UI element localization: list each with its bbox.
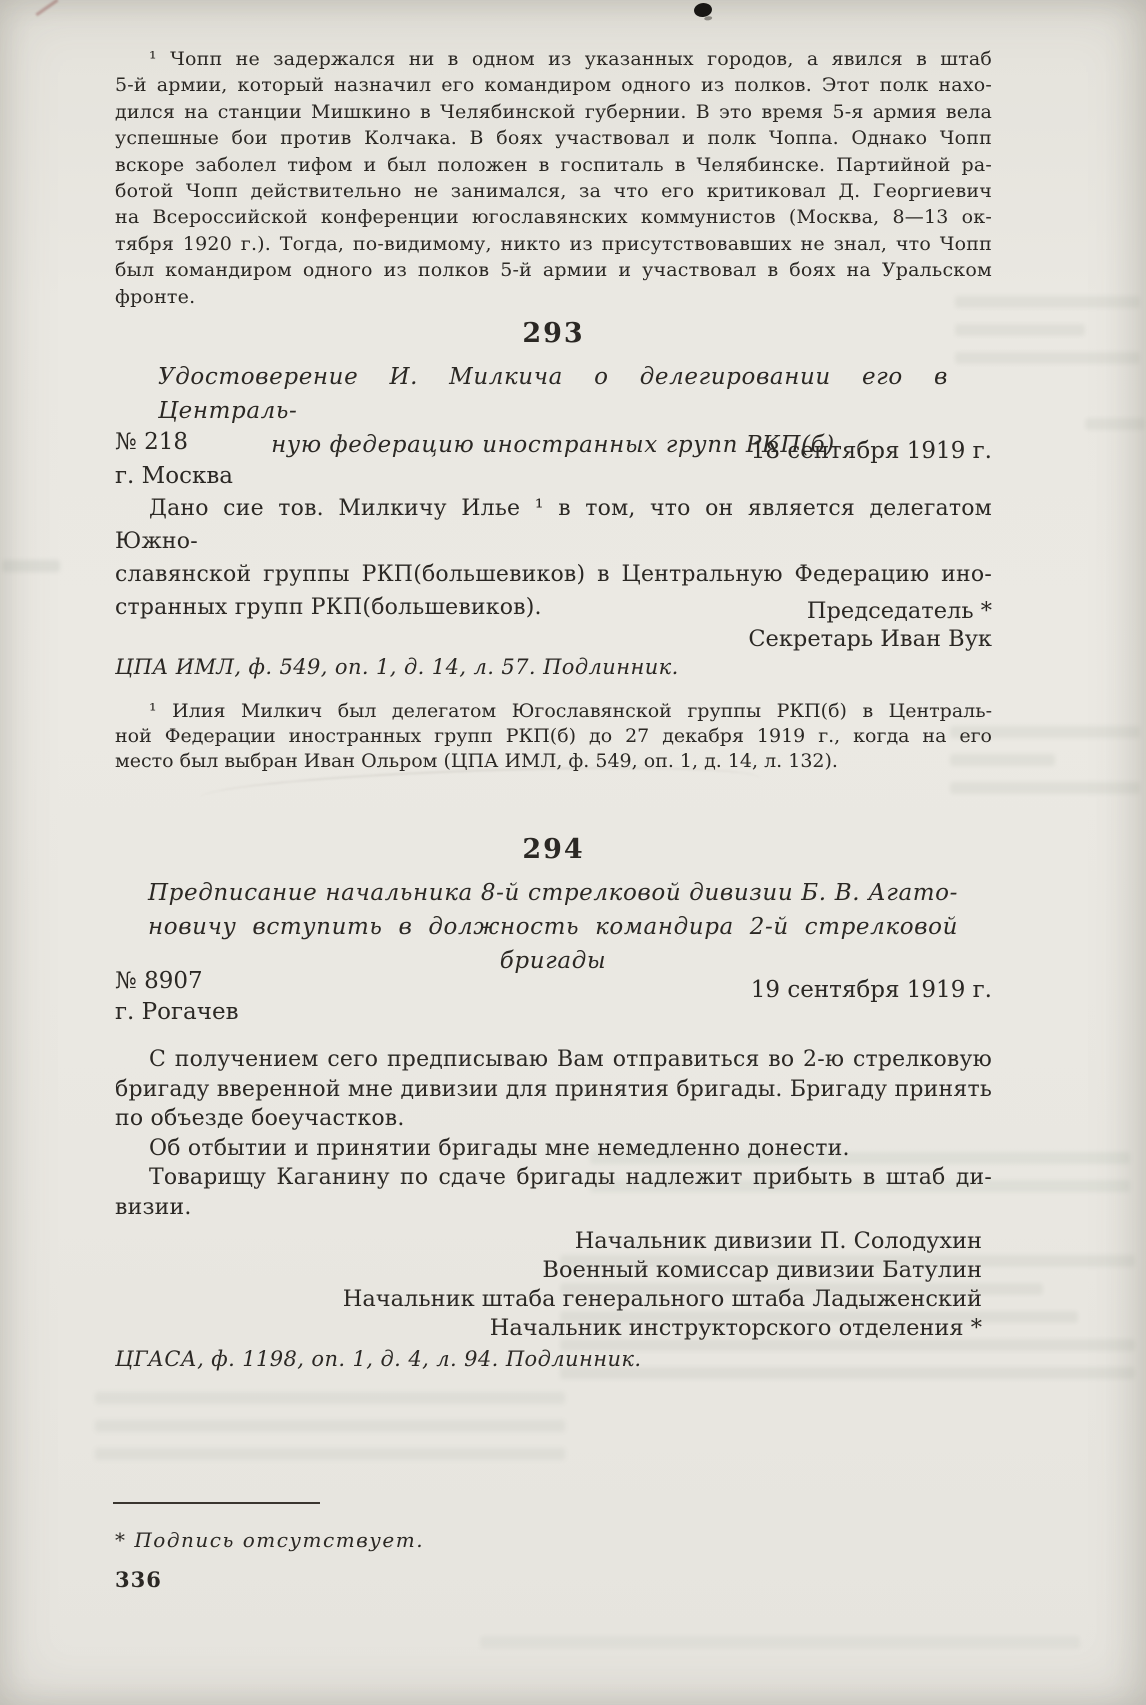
bleed-through-artifact [95,1392,565,1476]
doc-293-meta-row [115,429,992,464]
bleed-through-artifact [1085,418,1145,446]
doc-294-doc-no: № 8907 [115,968,203,994]
footnote-signature-missing: * Подпись отсутствует. [115,1528,425,1552]
doc-293-title: Удостоверение И. Милкича о делегировании его в Централь- ную федерацию иностранных групп РКП(б) [158,364,948,458]
footnote-separator-rule [113,1502,320,1504]
doc-294-place: г. Рогачев [115,999,239,1025]
doc-293-signatures: Председатель * Секретарь Иван Вук [748,598,992,652]
doc-294-paragraph-1: С получением сего предписываю Вам отправиться во 2-ю стрелковую бригаду вверенной мне дивизии для принятия бригады. Бригаду принять по объезде боеучастков. [115,1047,992,1131]
bleed-through-artifact [2,560,60,588]
doc-293-body: Дано сие тов. Милкичу Илье ¹ в том, что он является делегатом Южно- славянской группы РКП(большевиков) в Центральную Федерацию ино- странных групп РКП(большевиков). [115,496,992,620]
ink-blot [693,2,713,18]
doc-294-paragraph-2: Об отбытии и принятии бригады мне немедленно донести. [149,1135,850,1161]
doc-294-meta-row [115,968,992,1003]
pen-mark [35,0,58,16]
doc-294-paragraph-3: Товарищу Каганину по сдаче бригады надлежит прибыть в штаб ди- визии. [115,1165,992,1220]
doc-294-body [115,1045,992,1222]
footnote-chopp: ¹ Чопп не задержался ни в одном из указанных городов, а явился в штаб 5-й армии, который назначил его командиром одного из полков. Этот полк нахо- дился на станции Мишкино в Челябинской губернии. В это время 5-я армия вела успешные бои против Колчака. В боях участвовал и полк Чоппа. Однако Чопп вскоре заболел тифом и был положен в госпиталь в Челябинске. Партийной ра- ботой Чопп действительно не занимался, за что его критиковал Д. Георгиевич на Всероссийской конференции югославянских коммунистов (Москва, 8—13 ок- тября 1920 г.). Тогда, по-видимому, никто из присутствовавших не знал, что Чопп был командиром одного из полков 5-й армии и участвовал в боях на Уральском фронте. [115,48,992,308]
footnote-milkich: ¹ Илия Милкич был делегатом Югославянской группы РКП(б) в Централь- ной Федерации иностранных групп РКП(б) до 27 декабря 1919 г., когда на его место был выбран Иван Ольром (ЦПА ИМЛ, ф. 549, оп. 1, д. 14, л. 132). [115,700,992,772]
doc-294-archive-ref: ЦГАСА, ф. 1198, оп. 1, д. 4, л. 94. Подлинник. [115,1347,642,1371]
bleed-through-artifact [480,1636,1080,1664]
doc-294-date: 19 сентября 1919 г. [750,977,992,1003]
doc-294-signatures: Начальник дивизии П. Солодухин Военный комиссар дивизии Батулин Начальник штаба генерального штаба Ладыженский Начальник инструкторского отделения * [342,1228,982,1341]
page-number: 336 [115,1567,162,1592]
doc-293-archive-ref: ЦПА ИМЛ, ф. 549, оп. 1, д. 14, л. 57. Подлинник. [115,655,679,679]
doc-294-number: 294 [522,834,585,865]
doc-293-doc-no: № 218 [115,429,188,455]
doc-293-date: 18 сентября 1919 г. [750,438,992,464]
doc-294-title: Предписание начальника 8-й стрелковой дивизии Б. В. Агато- новичу вступить в должность командира 2-й стрелковой бригады [148,880,958,974]
doc-293-place: г. Москва [115,463,233,489]
doc-293-number: 293 [522,318,585,349]
